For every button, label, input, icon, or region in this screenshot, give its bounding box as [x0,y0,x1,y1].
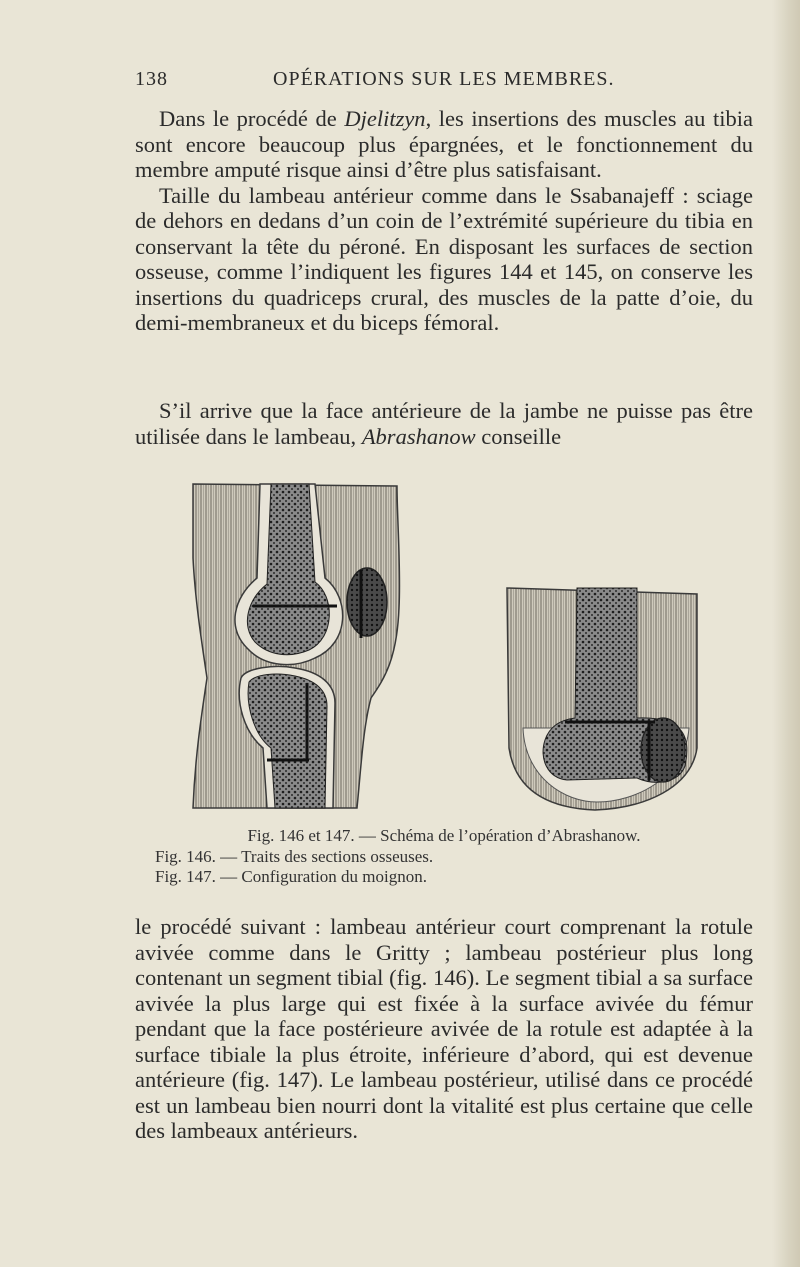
paragraph-procede-suivant: le procédé suivant : lambeau antérieur court comprenant la rotule avivée comme dans le Gritty ; lambeau postérieur plus long contenant un segment tibial (fig. 146). Le segment tibial a sa surface avivée la plus large qui est fixée à la surface avivée du fémur pendant que la face postérieure avivée de la rotule est adaptée à la surface tibiale la plus étroite, inférieure d’abord, qui est devenue antérieure (fig. 147). Le lambeau postérieur, utilisé dans ce procédé est un lambeau bien nourri dont la vitalité est plus certaine que celle des lambeaux antérieurs. [135,914,753,1143]
text-block-top [135,106,753,336]
figure-illustrations [185,478,715,818]
text-run: S’il arrive que la face antérieure de la jambe ne puisse pas être utilisée dans le lambeau, [135,398,753,449]
text-run: conseille [475,423,562,449]
author-name-abrashanow: Abrashanow [361,423,476,449]
text-run: , les insertions des muscles au tibia sont encore beaucoup plus épargnées, et le fonctionnement du membre amputé risque ainsi d’être plus satisfaisant. [135,106,753,182]
paragraph-djelitzyn [135,106,753,183]
caption-fig-146: Fig. 146. — Traits des sections osseuses. [155,847,434,866]
page-header [135,68,755,98]
caption-fig-147: Fig. 147. — Configuration du moignon. [155,867,427,886]
author-name-djelitzyn: Djelitzyn [344,106,426,131]
figure-146-knee-section [193,484,400,808]
figure-147-stump [507,588,697,810]
text-run: Dans le procédé de [159,106,345,131]
text-block-bottom [135,914,753,1144]
text-block-middle [135,398,753,449]
figure-captions [135,825,753,887]
caption-main: Fig. 146 et 147. — Schéma de l’opération d’Abrashanow. [247,826,641,845]
paragraph-abrashanow [135,398,753,449]
paragraph-taille: Taille du lambeau antérieur comme dans le Ssabanajeff : sciage de dehors en dedans d’un coin de l’extrémité supérieure du tibia en conservant la tête du péroné. En disposant les surfaces de section osseuse, comme l’indiquent les figures 144 et 145, on conserve les insertions du quadriceps crural, des muscles de la patte d’oie, du demi-membraneux et du biceps fémoral. [135,182,753,335]
running-head: OPÉRATIONS SUR LES MEMBRES. [273,68,615,90]
page-number: 138 [135,68,168,90]
page-edge-shadow [772,0,800,1267]
